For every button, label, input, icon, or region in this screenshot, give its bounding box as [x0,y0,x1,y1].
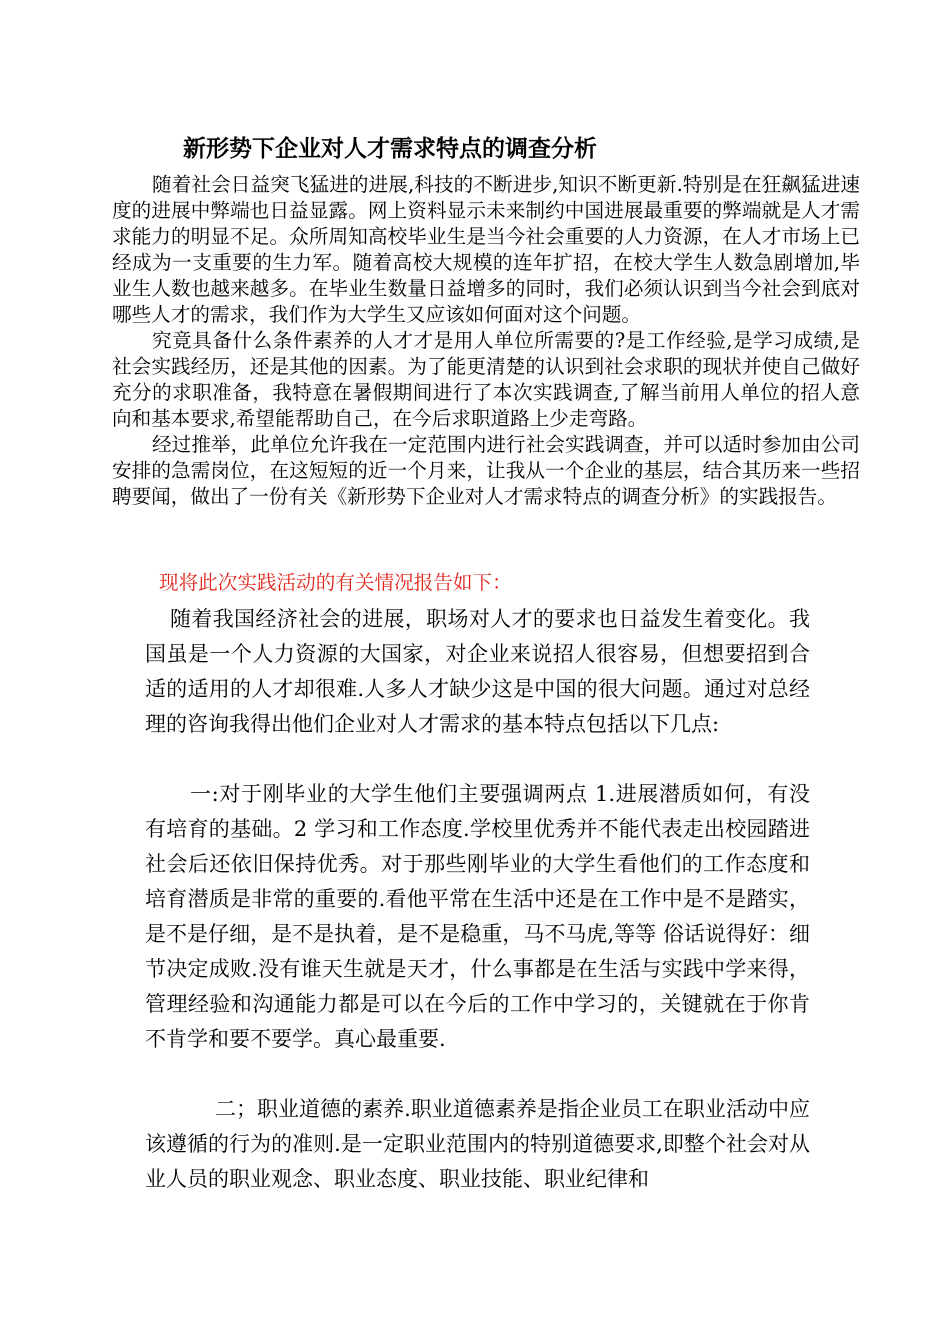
paragraph-purpose: 究竟具备什么条件素养的人才才是用人单位所需要的?是工作经验,是学习成绩,是社会实践经历，还是其他的因素。为了能更清楚的认识到社会求职的现状并使自己做好充分的求职准备，我特意在暑假期间进行了本次实践调查,了解当前用人单位的招人意向和基本要求,希望能帮助自己，在今后求职道路上少走弯路。 [112,329,860,430]
paragraph-point-two: 二；职业道德的素养.职业道德素养是指企业员工在职业活动中应该遵循的行为的准则.是一定职业范围内的特别道德要求,即整个社会对从业人员的职业观念、职业态度、职业技能、职业纪律和 [145,1097,810,1191]
report-body [145,602,810,1197]
intro-section [112,172,860,510]
paragraph-point-one: 一:对于刚毕业的大学生他们主要强调两点 1.进展潜质如何，有没有培育的基础。2 学习和工作态度.学校里优秀并不能代表走出校园踏进社会后还依旧保持优秀。对于那些刚毕业的大学生看他们的工作态度和培育潜质是非常的重要的.看他平常在生活中还是在工作中是不是踏实，是不是仔细，是不是执着，是不是稳重，马不马虎,等等 俗话说得好：细节决定成败.没有谁天生就是天才，什么事都是在生活与实践中学来得，管理经验和沟通能力都是可以在今后的工作中学习的，关键就在于你肯不肯学和要不要学。真心最重要. [145,782,810,1051]
paragraph-practice: 经过推举，此单位允许我在一定范围内进行社会实践调查，并可以适时参加由公司安排的急需岗位，在这短短的近一个月来，让我从一个企业的基层，结合其历来一些招聘要闻，做出了一份有关《新形势下企业对人才需求特点的调查分析》的实践报告。 [112,433,860,508]
report-heading: 现将此次实践活动的有关情况报告如下： [159,571,512,594]
paragraph-overview: 随着我国经济社会的进展，职场对人才的要求也日益发生着变化。我国虽是一个人力资源的大国家，对企业来说招人很容易，但想要招到合适的适用的人才却很难.人多人才缺少这是中国的很大问题。通过对总经理的咨询我得出他们企业对人才需求的基本特点包括以下几点: [145,607,810,736]
document-title: 新形势下企业对人才需求特点的调查分析 [183,136,597,162]
paragraph-background: 随着社会日益突飞猛进的进展,科技的不断进步,知识不断更新.特别是在狂飙猛进速度的进展中弊端也日益显露。网上资料显示未来制约中国进展最重要的弊端就是人才需求能力的明显不足。众所周知高校毕业生是当今社会重要的人力资源，在人才市场上已经成为一支重要的生力军。随着高校大规模的连年扩招，在校大学生人数急剧增加,毕业生人数也越来越多。在毕业生数量日益增多的同时，我们必须认识到当今社会到底对哪些人才的需求，我们作为大学生又应该如何面对这个问题。 [112,173,860,326]
